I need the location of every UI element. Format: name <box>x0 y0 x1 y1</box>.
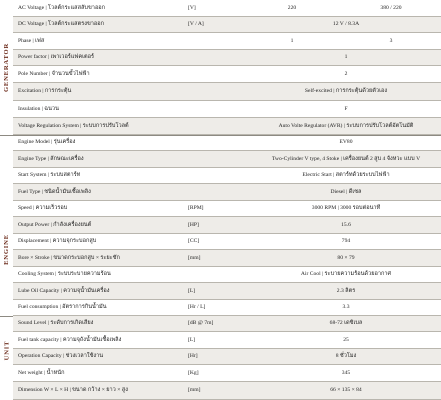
spec-unit: [HP] <box>188 221 199 228</box>
spec-value: 68-72 เดซิเบล <box>329 320 363 327</box>
section-generator <box>0 0 13 135</box>
spec-value-three-phase: 3 <box>389 37 393 44</box>
spec-unit: [V] <box>188 4 196 11</box>
spec-label: Displacement | ความจุกระบอกสูบ <box>18 238 97 245</box>
spec-label: Start System | ระบบสตาร์ท <box>18 172 81 179</box>
spec-label: Phase | เฟส <box>18 37 45 44</box>
spec-value: 15.6 <box>341 221 351 228</box>
spec-row <box>13 234 441 250</box>
spec-value: 80 × 79 <box>337 254 355 261</box>
spec-value: 66 × 135 × 84 <box>330 387 362 394</box>
spec-unit <box>188 118 246 135</box>
spec-label: Output Power | กำลังเครื่องยนต์ <box>18 221 92 228</box>
spec-label: Excitation | การกระตุ้น <box>18 88 72 95</box>
spec-value: Two-Cylinder V type, 4 Stoke | เครื่องยนต์ 2 สูบ 4 จังหวะ แบบ V <box>271 155 421 162</box>
section-unit-label: UNIT <box>3 340 11 360</box>
spec-row <box>13 66 441 83</box>
spec-label: Engine Type | ลักษณะเครื่อง <box>18 155 84 162</box>
spec-unit: [mm] <box>188 254 201 261</box>
spec-value: Diesel | ดีเซล <box>330 188 362 195</box>
spec-value: Electric Start | สตาร์ทด้วยระบบไฟฟ้า <box>302 172 390 179</box>
spec-unit: [L] <box>188 287 196 294</box>
spec-label: Voltage Regulation System | ระบบการปรับโวลต์ <box>18 122 129 129</box>
spec-row <box>13 349 441 365</box>
spec-unit: [V / A] <box>188 21 204 28</box>
spec-row <box>13 151 441 168</box>
spec-value: 1 <box>344 54 348 61</box>
spec-unit: [L] <box>188 336 196 343</box>
spec-label: Engine Model | รุ่นเครื่อง <box>18 139 76 146</box>
spec-label: Cooling System | ระบบระบายความร้อน <box>18 271 111 278</box>
spec-label: Operation Capacity | ช่วงเวลาใช้งาน <box>18 353 104 360</box>
spec-unit <box>188 267 246 283</box>
spec-row <box>13 365 441 382</box>
spec-value: 3.3 <box>342 304 350 311</box>
spec-value: 2 <box>344 70 348 77</box>
spec-unit <box>188 151 246 168</box>
spec-label: Insulation | ฉนวน <box>18 105 59 112</box>
spec-label: AC Voltage | โวลต์กระแสสลับขาออก <box>18 4 106 11</box>
spec-row <box>13 0 441 17</box>
spec-unit: [mm] <box>188 387 201 394</box>
spec-row <box>13 283 441 300</box>
spec-row <box>13 33 441 50</box>
spec-label: Net weight | น้ำหนัก <box>18 369 65 376</box>
spec-value-single-phase: 220 <box>287 4 297 11</box>
spec-value: Air Cool | ระบายความร้อนด้วยอากาศ <box>300 271 392 278</box>
spec-row <box>13 267 441 283</box>
spec-row <box>13 135 441 151</box>
spec-unit: [Hr / L] <box>188 304 206 311</box>
spec-unit <box>188 50 246 66</box>
spec-label: Bore × Stroke | ขนาดกระบอกสูบ × ระยะชัก <box>18 254 120 261</box>
spec-value: 12 V / 8.3A <box>332 21 360 28</box>
section-unit <box>0 300 13 400</box>
spec-unit <box>188 168 246 184</box>
spec-unit <box>188 135 246 151</box>
spec-label: Dimension W × L × H | ขนาด กว้าง × ยาว × สูง <box>18 387 128 394</box>
spec-value: EV80 <box>339 139 353 146</box>
section-generator-label: GENERATOR <box>3 42 10 93</box>
spec-row <box>13 332 441 349</box>
spec-row <box>13 250 441 267</box>
spec-value: 794 <box>341 238 351 245</box>
spec-row <box>13 118 441 135</box>
spec-row <box>13 300 441 316</box>
spec-value: 25 <box>343 336 349 343</box>
spec-label: Speed | ความเร็วรอบ <box>18 205 68 212</box>
spec-unit <box>188 33 246 50</box>
spec-value: 3000 RPM | 3000 รอบต่อนาที <box>311 205 381 212</box>
section-engine-label: ENGINE <box>3 234 11 265</box>
spec-row <box>13 17 441 33</box>
spec-label: Fuel Type | ชนิดน้ำมันเชื้อเพลิง <box>18 188 91 195</box>
spec-unit: [CC] <box>188 238 200 245</box>
spec-value: 345 <box>341 369 351 376</box>
spec-row <box>13 101 441 118</box>
spec-value: 2.3 ลิตร <box>336 287 356 294</box>
spec-row <box>13 168 441 184</box>
spec-label: Fuel tank capacity | ความจุถังน้ำมันเชื้อเพลิง <box>18 336 122 343</box>
spec-unit: [Kg] <box>188 369 199 376</box>
spec-unit <box>188 83 246 101</box>
spec-row <box>13 201 441 217</box>
spec-unit: [dB @ 7m] <box>188 320 214 327</box>
spec-row <box>13 184 441 201</box>
spec-unit <box>188 184 246 201</box>
spec-value-single-phase: 1 <box>290 37 294 44</box>
spec-label: DC Voltage | โวลต์กระแสตรงขาออก <box>18 21 105 28</box>
spec-label: Lube Oil Capacity | ความจุน้ำมันเครื่อง <box>18 287 110 294</box>
spec-row <box>13 382 441 400</box>
spec-unit: [Hr] <box>188 353 198 360</box>
spec-unit <box>188 101 246 118</box>
spec-label: Fuel consumption | อัตราการกินน้ำมัน <box>18 304 107 311</box>
spec-value-three-phase: 380 / 220 <box>380 4 402 11</box>
spec-label: Sound Level | ระดับการเกิดเสียง <box>18 320 94 327</box>
spec-row <box>13 83 441 101</box>
spec-value: Auto Volte Regulator (AVR) | ระบบการปรับโวลต์อัตโนมัติ <box>278 122 414 129</box>
spec-label: Power factor | เพาเวอร์แฟคเตอร์ <box>18 54 95 61</box>
spec-value: 8 ชั่วโมง <box>335 353 357 360</box>
spec-row <box>13 50 441 66</box>
spec-label: Pole Number | จำนวนขั้วไฟฟ้า <box>18 70 90 77</box>
spec-row <box>13 217 441 234</box>
spec-value: Self-excited | การกระตุ้นด้วยตัวเอง <box>304 88 388 95</box>
spec-value: F <box>344 105 348 112</box>
spec-unit <box>188 66 246 83</box>
spec-row <box>13 316 441 332</box>
spec-unit: [RPM] <box>188 205 204 212</box>
